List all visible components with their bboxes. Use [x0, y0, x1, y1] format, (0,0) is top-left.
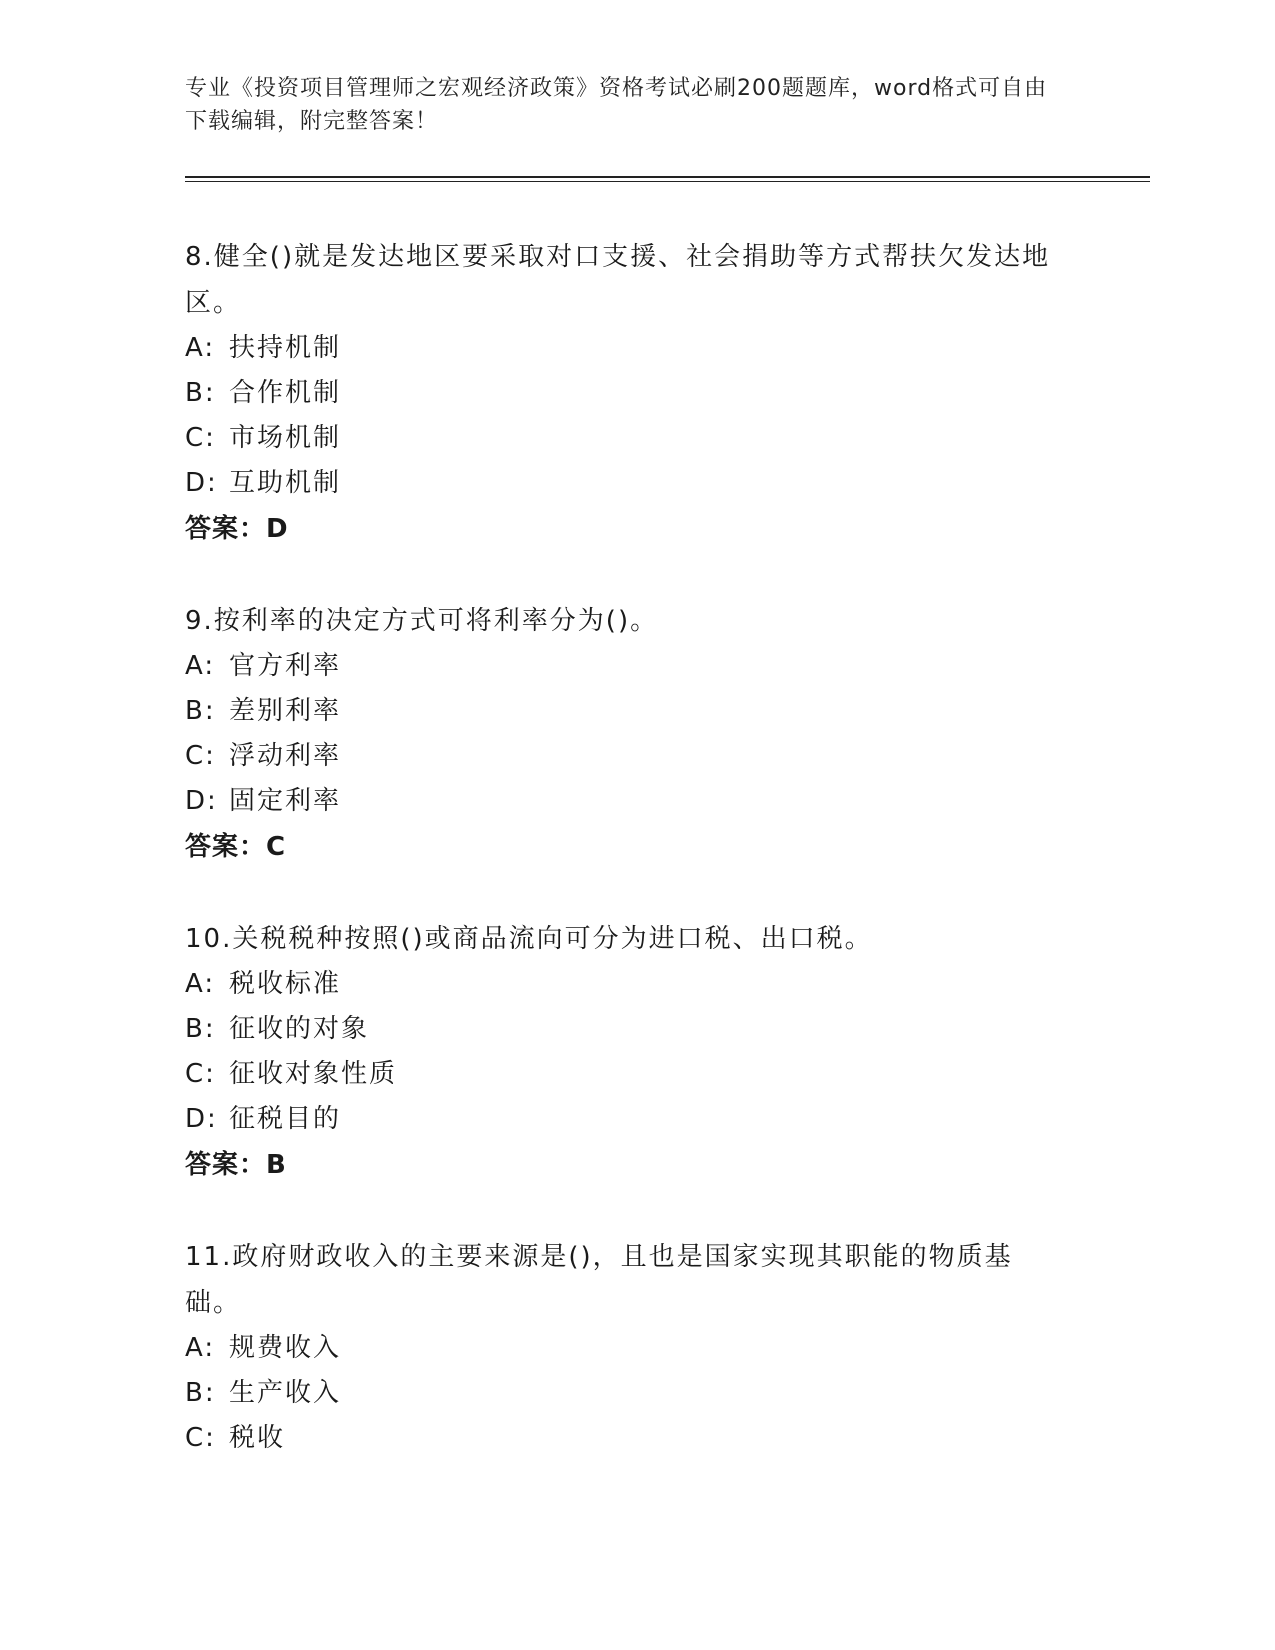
option-key: B: — [185, 378, 216, 408]
option-key: A: — [185, 651, 216, 681]
option-key: B: — [185, 696, 216, 726]
option-text: 征收的对象 — [229, 1014, 370, 1044]
option-text: 官方利率 — [229, 651, 342, 681]
option-key: B: — [185, 1378, 216, 1408]
question-stem: 10.关税税种按照()或商品流向可分为进口税、出口税。 — [185, 924, 873, 954]
option-a — [185, 962, 1065, 1007]
option-key: B: — [185, 1014, 216, 1044]
option-text: 固定利率 — [229, 786, 342, 816]
question-8 — [185, 234, 1065, 552]
option-c — [185, 416, 1065, 461]
option-text: 规费收入 — [229, 1333, 342, 1363]
option-a — [185, 644, 1065, 689]
option-text: 浮动利率 — [229, 741, 342, 771]
header-divider-thick — [185, 176, 1150, 178]
document-header: 专业《投资项目管理师之宏观经济政策》资格考试必刷200题题库，word格式可自由下载编辑，附完整答案！ — [185, 76, 1048, 134]
option-a — [185, 1326, 1065, 1371]
option-key: C: — [185, 741, 216, 771]
option-key: C: — [185, 1059, 216, 1089]
question-9 — [185, 598, 1065, 870]
answer-label: 答案：B — [185, 1150, 287, 1180]
option-b — [185, 1371, 1065, 1416]
option-key: D: — [185, 1104, 218, 1134]
option-key: A: — [185, 333, 216, 363]
option-text: 差别利率 — [229, 696, 342, 726]
option-key: C: — [185, 423, 216, 453]
question-11 — [185, 1234, 1065, 1461]
question-stem: 9.按利率的决定方式可将利率分为()。 — [185, 606, 659, 636]
option-text: 生产收入 — [229, 1378, 342, 1408]
header-divider-thin — [185, 181, 1150, 182]
option-text: 税收标准 — [229, 969, 342, 999]
option-key: C: — [185, 1423, 216, 1453]
option-key: A: — [185, 1333, 216, 1363]
option-c — [185, 1052, 1065, 1097]
question-stem: 8.健全()就是发达地区要采取对口支援、社会捐助等方式帮扶欠发达地区。 — [185, 242, 1051, 318]
option-d — [185, 461, 1065, 506]
option-text: 征收对象性质 — [229, 1059, 398, 1089]
question-10 — [185, 916, 1065, 1188]
option-c — [185, 734, 1065, 779]
option-text: 税收 — [229, 1423, 286, 1453]
option-text: 合作机制 — [229, 378, 342, 408]
option-text: 扶持机制 — [229, 333, 342, 363]
answer-label: 答案：C — [185, 832, 287, 862]
option-text: 征税目的 — [229, 1104, 342, 1134]
option-key: D: — [185, 786, 218, 816]
option-a — [185, 326, 1065, 371]
option-text: 互助机制 — [229, 468, 342, 498]
option-key: D: — [185, 468, 218, 498]
option-d — [185, 779, 1065, 824]
question-stem: 11.政府财政收入的主要来源是()，且也是国家实现其职能的物质基础。 — [185, 1242, 1013, 1318]
option-text: 市场机制 — [229, 423, 342, 453]
option-b — [185, 371, 1065, 416]
option-b — [185, 689, 1065, 734]
option-c — [185, 1416, 1065, 1461]
option-key: A: — [185, 969, 216, 999]
option-b — [185, 1007, 1065, 1052]
answer-label: 答案：D — [185, 514, 289, 544]
option-d — [185, 1097, 1065, 1142]
